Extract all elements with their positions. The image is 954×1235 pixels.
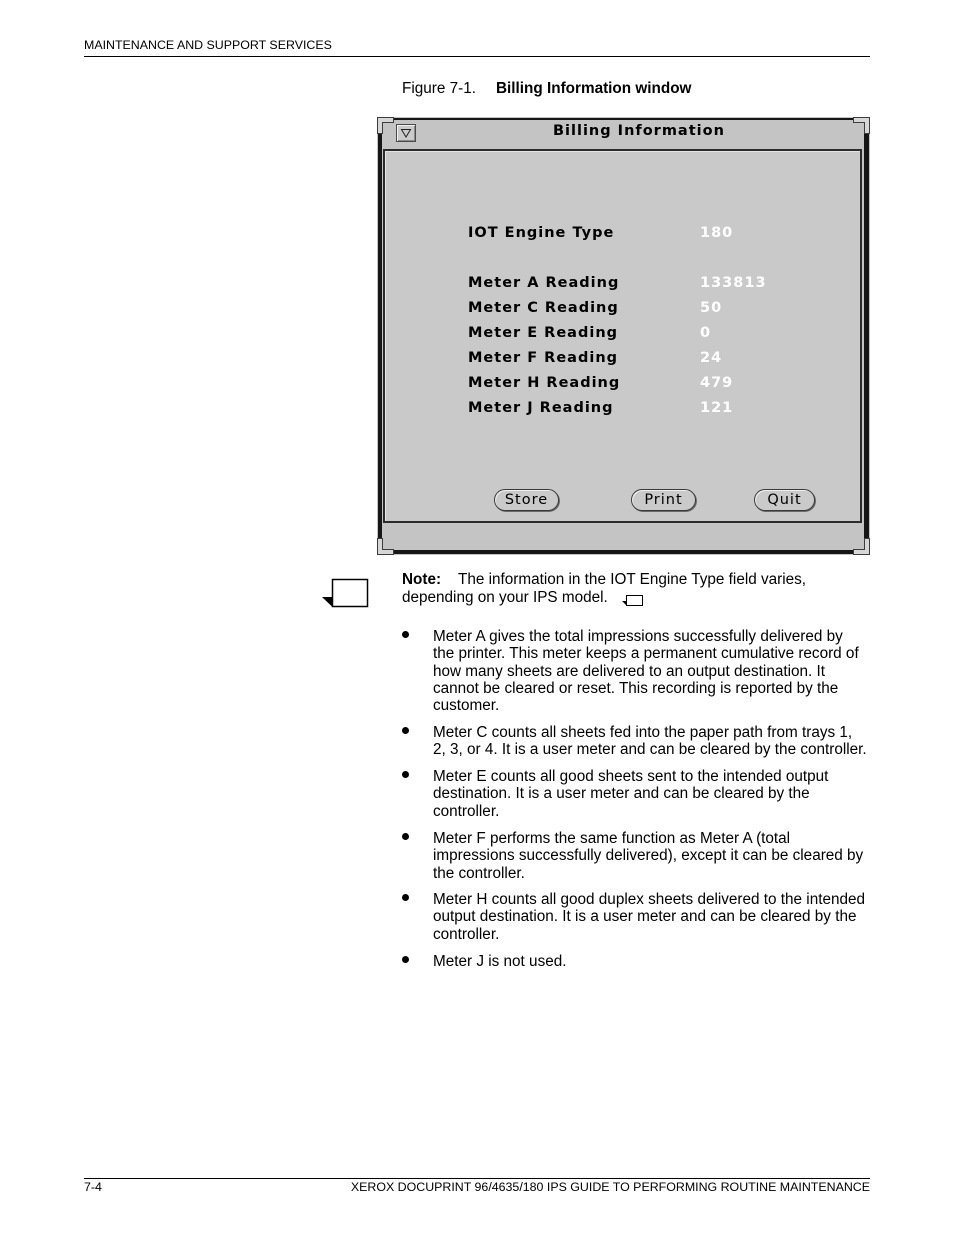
text-line: Meter C counts all sheets fed into the paper path from trays 1,: [433, 724, 853, 741]
bullet-text: [433, 891, 865, 943]
quit-button[interactable]: Quit: [754, 489, 815, 511]
note-text-line: depending on your IPS model.: [402, 589, 608, 606]
meter-f-value: 24: [700, 350, 723, 366]
note-text-line: The information in the IOT Engine Type field varies,: [458, 571, 807, 588]
meter-h-value: 479: [700, 375, 734, 391]
text-line: cannot be cleared or reset. This recording is reported by the: [433, 679, 839, 697]
billing-information-window: [377, 117, 870, 555]
bullet-dot: [402, 833, 409, 840]
engine-type-value: 180: [700, 225, 734, 241]
engine-type-label: IOT Engine Type: [468, 225, 615, 241]
resize-handle-bottom-right[interactable]: [854, 539, 870, 555]
footer-rule: [84, 1178, 870, 1179]
page-number: 7-4: [84, 1180, 102, 1194]
text-line: controller.: [433, 925, 500, 943]
running-header: MAINTENANCE AND SUPPORT SERVICES: [84, 38, 332, 52]
bullet-dot: [402, 894, 409, 901]
text-line: impressions successfully delivered), except it can be cleared by: [433, 847, 864, 865]
text-line: controller.: [433, 802, 500, 820]
bullet-text: [433, 628, 859, 714]
text-line: customer.: [433, 697, 500, 715]
note-icon: [320, 577, 370, 609]
print-button[interactable]: Print: [631, 489, 696, 511]
text-line: output destination. It is a user meter and can be cleared by the: [433, 908, 857, 926]
resize-handle-bottom-left[interactable]: [378, 539, 394, 555]
text-line: Meter J is not used.: [433, 953, 567, 970]
text-line: destination. It is a user meter and can be cleared by the: [433, 785, 810, 803]
text-line: Meter H counts all good duplex sheets delivered to the intended: [433, 891, 865, 908]
bullet-dot: [402, 727, 409, 734]
text-line: Meter F performs the same function as Meter A (total: [433, 830, 791, 847]
bullet-text: [433, 724, 867, 759]
header-rule: [84, 56, 870, 57]
bullet-dot: [402, 771, 409, 778]
store-button[interactable]: Store: [494, 489, 559, 511]
window-resize-handles: [377, 117, 870, 555]
text-line: 2, 3, or 4. It is a user meter and can be cleared by the controller.: [433, 741, 867, 759]
meter-j-value: 121: [700, 400, 734, 416]
figure-number: Figure 7-1.: [402, 80, 476, 97]
meter-e-value: 0: [700, 325, 712, 341]
figure-title: Billing Information window: [496, 80, 692, 97]
text-line: Meter A gives the total impressions successfully delivered by: [433, 628, 843, 645]
meter-c-label: Meter C Reading: [468, 300, 619, 316]
meter-a-label: Meter A Reading: [468, 275, 620, 291]
end-of-note-icon: [619, 592, 645, 608]
bullet-dot: [402, 631, 409, 638]
bullet-text: [433, 953, 566, 970]
text-line: the printer. This meter keeps a permanent cumulative record of: [433, 645, 859, 663]
resize-handle-top-left[interactable]: [378, 118, 394, 134]
document-title: XEROX DOCUPRINT 96/4635/180 IPS GUIDE TO PERFORMING ROUTINE MAINTENANCE: [350, 1180, 870, 1194]
meter-a-value: 133813: [700, 275, 767, 291]
meter-e-label: Meter E Reading: [468, 325, 619, 341]
meter-c-value: 50: [700, 300, 723, 316]
text-line: how many sheets are delivered to an output destination. It: [433, 662, 826, 680]
meter-j-label: Meter J Reading: [468, 400, 614, 416]
text-line: the controller.: [433, 864, 525, 882]
bullet-dot: [402, 956, 409, 963]
note-label: Note:: [402, 571, 442, 588]
bullet-text: [433, 768, 828, 820]
resize-handle-top-right[interactable]: [854, 118, 870, 134]
window-title: Billing Information: [553, 123, 725, 139]
meter-h-label: Meter H Reading: [468, 375, 621, 391]
meter-f-label: Meter F Reading: [468, 350, 619, 366]
text-line: Meter E counts all good sheets sent to the intended output: [433, 768, 829, 785]
bullet-text: [433, 830, 863, 882]
